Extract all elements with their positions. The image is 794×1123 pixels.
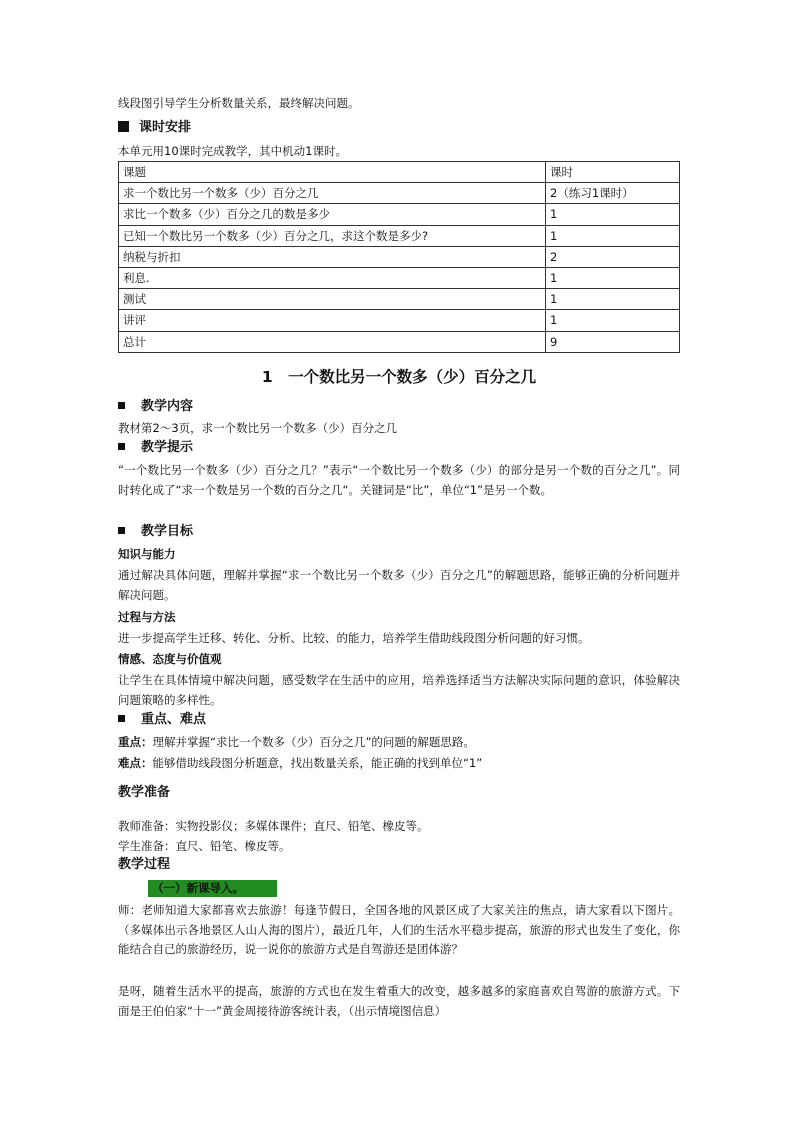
prep-student: 学生准备：直尺、铅笔、橡皮等。 [118,839,291,853]
difficult-label: 难点： [118,756,153,770]
table-cell: 总计 [119,331,546,352]
table-cell: 求比一个数多（少）百分之几的数是多少 [119,204,546,225]
table-cell: 测试 [119,289,546,310]
table-cell: 1 [546,204,680,225]
process-text: 进一步提高学生迁移、转化、分析、比较、的能力，培养学生借助线段图分析问题的好习惯。 [118,631,590,645]
emotion-title: 情感、态度与价值观 [118,652,222,666]
table-row [119,183,680,204]
table-row [119,289,680,310]
prep-teacher: 教师准备：实物投影仪；多媒体课件；直尺、铅笔、橡皮等。 [118,819,429,833]
emotion-text: 让学生在具体情境中解决问题，感受数学在生活中的应用，培养选择适当方法解决实际问题的意识，体验解决问题策略的多样性。 [118,673,680,707]
key-label: 重点： [118,735,153,749]
table-cell: 求一个数比另一个数多（少）百分之几 [119,183,546,204]
process-para-1: 师：老师知道大家都喜欢去旅游！每逢节假日，全国各地的风景区成了大家关注的焦点，请大家看以下图片。（多媒体出示各地景区人山人海的图片），最近几年，人们的生活水平稳步提高，旅游的形式也发生了变化，你能结合自己的旅游经历，说一说你的旅游方式是自驾游还是团体游？ [118,903,680,956]
table-cell: 9 [546,331,680,352]
table-cell: 1 [546,289,680,310]
step-new-lesson-label: （一）新课导入。 [148,880,277,897]
content-heading [118,398,193,416]
hint-heading-text: 教学提示 [141,440,194,455]
process-heading: 教学过程 [118,857,171,872]
process-para-2: 是呀，随着生活水平的提高，旅游的方式也在发生着重大的改变，越多越多的家庭喜欢自驾游的旅游方式。下面是王伯伯家“十一”黄金周接待游客统计表，（出示情境图信息） [118,984,680,1018]
keypoints-heading [118,711,206,729]
table-row [119,204,680,225]
table-row [119,310,680,331]
content-text: 教材第2～3页，求一个数比另一个数多（少）百分之几 [118,421,398,435]
table-cell: 1 [546,267,680,288]
schedule-table [118,161,680,353]
square-bullet-icon [118,121,129,132]
schedule-note: 本单元用10课时完成教学，其中机动1课时。 [118,144,347,158]
table-row [119,331,680,352]
intro-line: 线段图引导学生分析数量关系，最终解决问题。 [118,96,360,110]
table-row [119,267,680,288]
lesson-title: 1 一个数比另一个数多（少）百分之几 [261,368,537,386]
goals-heading-text: 教学目标 [141,524,194,539]
schedule-heading [118,119,191,137]
table-cell: 已知一个数比另一个数多（少）百分之几，求这个数是多少? [119,225,546,246]
difficult-text: 能够借助线段图分析题意，找出数量关系，能正确的找到单位“1” [152,756,483,770]
knowledge-title: 知识与能力 [118,547,176,561]
difficult-point [118,754,482,772]
table-row [119,246,680,267]
square-bullet-icon [118,715,125,722]
table-cell: 纳税与折扣 [119,246,546,267]
key-text: 理解并掌握“求比一个数多（少）百分之几”的问题的解题思路。 [152,735,475,749]
goals-heading [118,523,193,541]
table-cell: 1 [546,225,680,246]
process-title: 过程与方法 [118,610,176,624]
content-heading-text: 教学内容 [141,399,194,414]
table-row [119,225,680,246]
square-bullet-icon [118,443,125,450]
table-cell: 2（练习1课时） [546,183,680,204]
prep-heading: 教学准备 [118,785,171,800]
hint-text: “一个数比另一个数多（少）百分之几？”表示“一个数比另一个数多（少）的部分是另一个数的百分之几”。同时转化成了“求一个数是另一个数的百分之几“。关键词是“比”，单位“1”是另一个数。 [118,463,680,497]
keypoints-heading-text: 重点、难点 [141,712,207,727]
knowledge-text: 通过解决具体问题，理解并掌握“求一个数比另一个数多（少）百分之几”的解题思路，能够正确的分析问题并解决问题。 [118,568,680,602]
header-cell-topic: 课题 [119,162,546,183]
table-header-row [119,162,680,183]
header-cell-hours: 课时 [546,162,680,183]
square-bullet-icon [118,402,125,409]
key-point [118,733,475,751]
table-cell: 2 [546,246,680,267]
table-cell: 讲评 [119,310,546,331]
square-bullet-icon [118,527,125,534]
table-cell: 1 [546,310,680,331]
schedule-heading-text: 课时安排 [139,120,192,135]
table-cell: 利息. [119,267,546,288]
hint-heading [118,439,193,457]
